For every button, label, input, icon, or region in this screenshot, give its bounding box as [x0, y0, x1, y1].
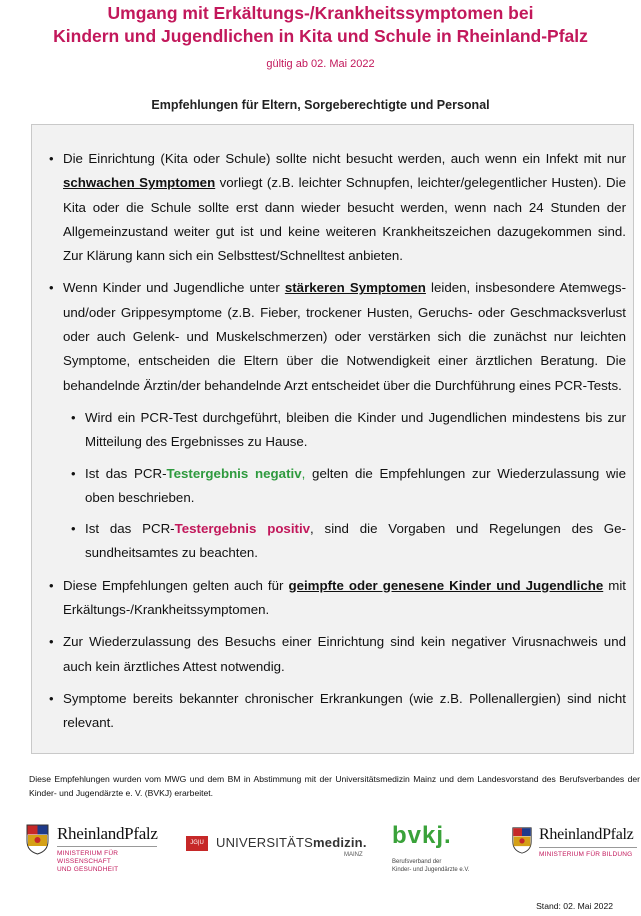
- logo-rlp-education-ministry: [511, 826, 639, 866]
- bullet-icon: •: [49, 690, 54, 706]
- logo-rlp-health-ministry: [25, 822, 175, 884]
- bullet-icon: •: [71, 465, 76, 481]
- recommendations-heading: Empfehlungen für Eltern, Sorgeberechtigte und Personal: [151, 98, 490, 112]
- uni-wordmark: UNIVERSITÄTSmedizin.: [216, 835, 367, 850]
- rlp-wordmark: RheinlandPfalz: [57, 824, 158, 843]
- emph-result-negative: Testergebnis negativ: [166, 465, 302, 481]
- ministry-name: MINISTERIUM FÜR WISSENSCHAFT UND GESUNDHEIT: [57, 850, 119, 873]
- emph-mild-symptoms: schwachen Symptomen: [63, 175, 216, 191]
- list-item-chronic: • Symptome bereits bekannter chronischer Erkrankungen (wie z.B. Pollenallergien) sind nicht relevant.: [63, 687, 626, 736]
- sub-item-result-negative: • Ist das PCR-Testergebnis negativ, gelten die Empfehlungen zur Wiederzulassung wie oben beschrieben.: [85, 462, 626, 511]
- bullet-icon: •: [49, 280, 54, 296]
- valid-from-date: gültig ab 02. Mai 2022: [266, 58, 375, 70]
- emph-vaccinated: geimpfte oder genesene Kinder und Jugendliche: [288, 577, 604, 593]
- uni-city: MAINZ: [344, 852, 363, 858]
- bvkj-wordmark: bvkj.: [392, 822, 452, 849]
- rlp-coat-of-arms-icon: [511, 826, 533, 854]
- document-title: [0, 2, 641, 48]
- list-item-readmission: • Zur Wiederzulassung des Besuchs einer Einrichtung sind kein negativer Virusnachweis und auch kein ärztliches Attest notwendig.: [63, 630, 626, 679]
- bvkj-subtitle: Berufsverband der Kinder- und Jugendärzte e.V.: [392, 859, 470, 873]
- title-line-2: Kindern und Jugendlichen in Kita und Schule in Rheinland-Pfalz: [53, 26, 588, 46]
- bullet-icon: •: [49, 634, 54, 650]
- bullet-icon: •: [71, 521, 76, 537]
- title-line-1: Umgang mit Erkältungs-/Krankheitssymptomen bei: [107, 3, 534, 23]
- recommendations-list: [31, 124, 634, 736]
- rlp-wordmark: RheinlandPfalz: [539, 826, 634, 843]
- emph-result-positive: Testergebnis positiv: [174, 521, 311, 537]
- logo-bvkj: [392, 822, 492, 882]
- logo-divider: [57, 846, 157, 847]
- ministry-name: MINISTERIUM FÜR BILDUNG: [539, 851, 633, 858]
- sub-item-result-positive: • Ist das PCR-Testergebnis positiv, sind die Vorgaben und Regelungen des Gesundheitsamtes zu beachten.: [85, 517, 626, 566]
- jgu-badge: JG|U: [186, 836, 208, 851]
- rlp-coat-of-arms-icon: [25, 823, 50, 855]
- footnote: Diese Empfehlungen wurden vom MWG und dem BM in Abstimmung mit der Universitätsmedizin Mainz und dem Landesvorstand des Berufsverbandes der Kinder- und Jugendärzte e. V. (BVKJ) erarbeitet.: [29, 774, 640, 798]
- list-item-strong-symptoms: • Wenn Kinder und Jugendliche unter stärkeren Symptomen leiden, insbesondere Atemwegs- und/oder Grippesymptome (z.B. Fieber, trockener Husten, Geruchs- oder Geschmacksverlust oder auch Gelenk- und Muskelschmerzen) oder verstärken sich die zunächst nur leichten Symptome, entscheiden die Eltern über die Notwendigkeit einer ärztlichen Beratung. Die behandelnde Ärztin/der behandelnde Arzt entscheidet über die Durchführung eines PCR-Tests.: [63, 276, 626, 397]
- status-date: Stand: 02. Mai 2022: [536, 901, 613, 911]
- bullet-icon: •: [71, 409, 76, 425]
- emph-strong-symptoms: stärkeren Symptomen: [284, 280, 426, 296]
- logo-universitaetsmedizin-mainz: [186, 832, 371, 862]
- bullet-icon: •: [49, 577, 54, 593]
- bullet-icon: •: [49, 151, 54, 166]
- list-item-vaccinated: • Diese Empfehlungen gelten auch für geimpfte oder genesene Kinder und Jugendliche mit Erkältungs-/Krankheitssymptomen.: [63, 574, 626, 623]
- logo-divider: [539, 847, 637, 848]
- sub-item-pcr-test: • Wird ein PCR-Test durchgeführt, bleiben die Kinder und Jugendlichen mindestens bis zur Mitteilung des Ergebnisses zu Hause.: [85, 406, 626, 455]
- list-item-mild-symptoms: • Die Einrichtung (Kita oder Schule) sollte nicht besucht werden, auch wenn ein Infekt mit nur schwachen Symptomen vorliegt (z.B. leichter Schnupfen, leichter/gelegentlicher Husten). Die Kita oder die Schule sollte erst dann wieder besucht werden, wenn nach 24 Stunden der Allgemeinzustand weiter gut ist und keine weiteren Krankheitszeichen dazugekommen sind. Zur Klärung kann sich ein Selbsttest/Schnelltest anbieten.: [63, 147, 626, 268]
